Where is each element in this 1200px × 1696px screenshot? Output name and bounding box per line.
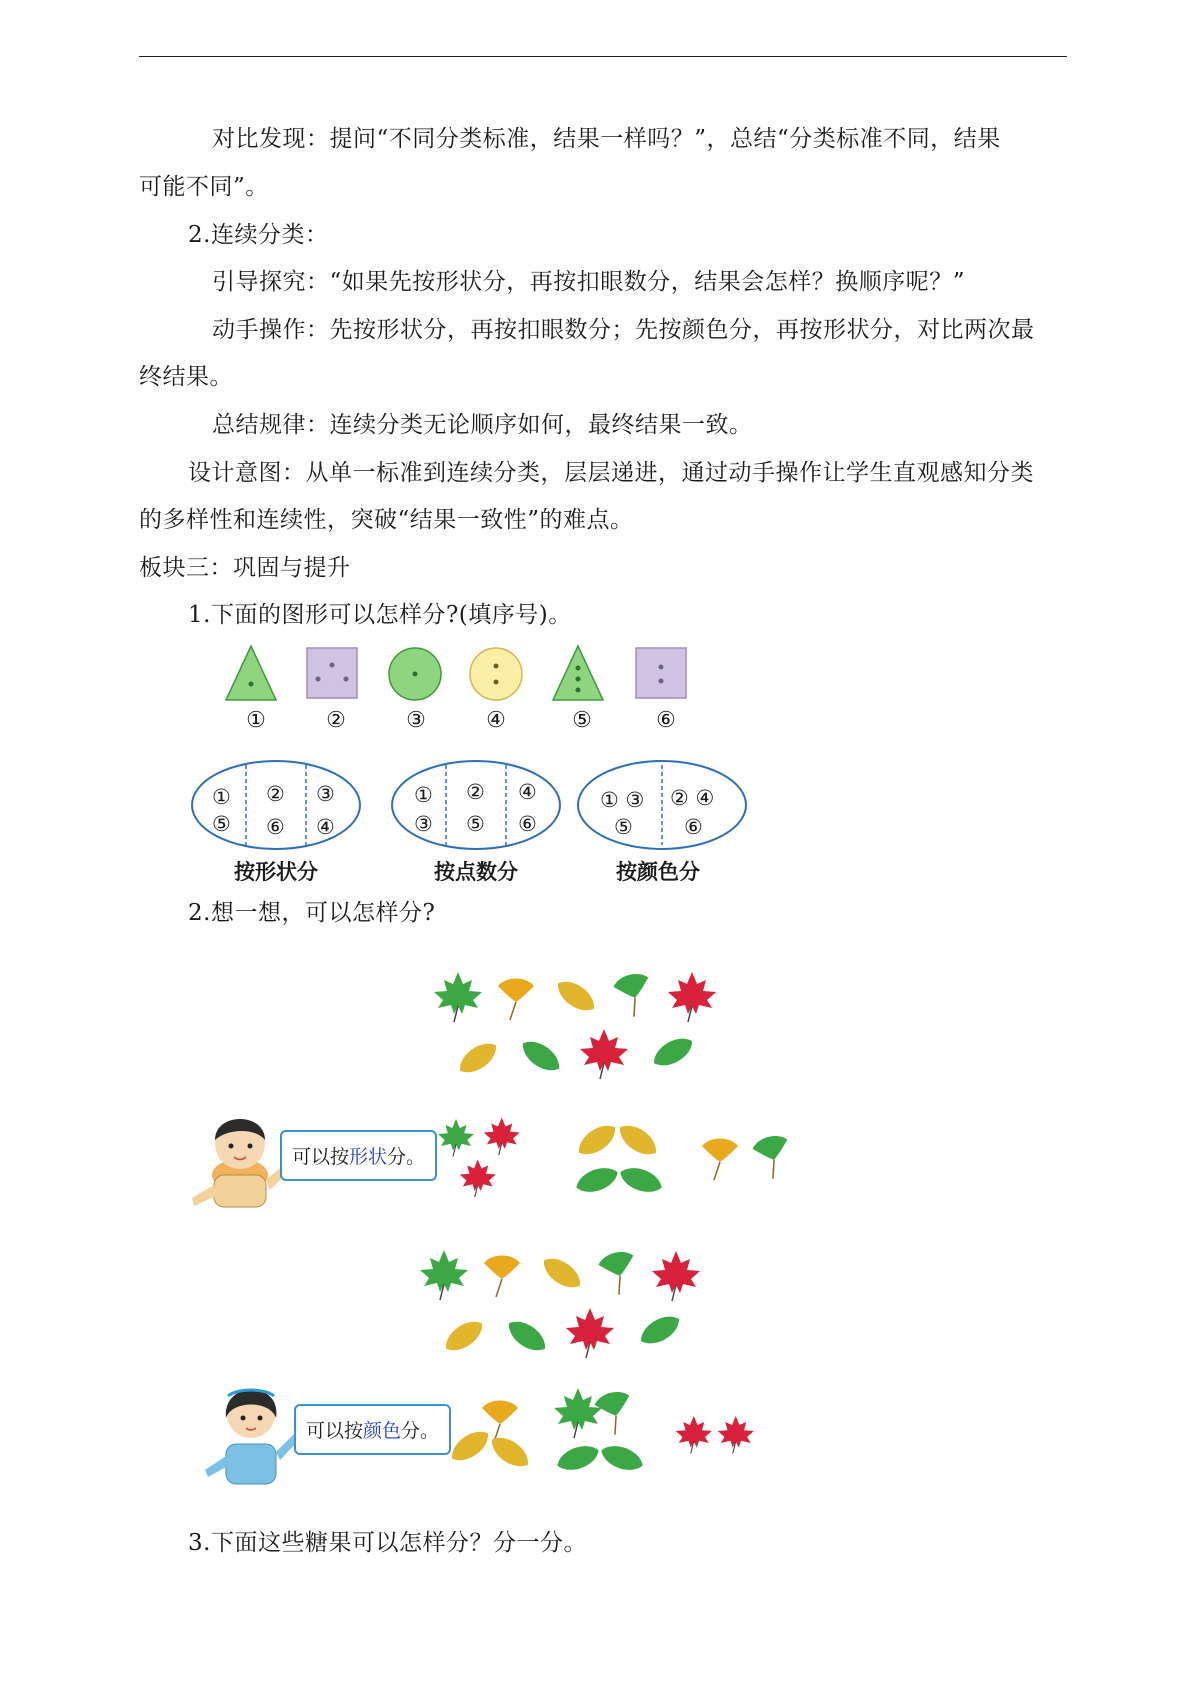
question-2: 2.想一想，可以怎样分? xyxy=(188,900,436,926)
para-hands-on-2: 终结果。 xyxy=(139,364,233,390)
group-color-label: 按颜色分 xyxy=(616,860,700,884)
bubble-text-post: 分。 xyxy=(401,1420,440,1442)
boy-speech-bubble xyxy=(280,1130,437,1181)
group-shape-item: ① xyxy=(212,785,231,809)
girl-avatar xyxy=(205,1390,299,1485)
para-summary: 总结规律：连续分类无论顺序如何，最终结果一致。 xyxy=(212,412,753,438)
group-dots-item: ④ xyxy=(518,780,537,804)
section-title: 板块三：巩固与提升 xyxy=(139,555,351,581)
group-shape-item: ③ xyxy=(316,782,335,806)
shape-label-4: ④ xyxy=(486,708,506,733)
bubble-text-pre: 可以按 xyxy=(292,1146,350,1168)
bubble-text-pre: 可以按 xyxy=(306,1420,364,1442)
group-shape-item: ② xyxy=(266,782,285,806)
shape-label-1: ① xyxy=(246,708,266,733)
group-color-item: ① ③ xyxy=(600,788,645,812)
girl-speech-bubble xyxy=(294,1404,451,1455)
para-design-2: 的多样性和连续性，突破“结果一致性”的难点。 xyxy=(139,507,634,533)
group-dots-item: ① xyxy=(414,783,433,807)
group-dots-item: ⑤ xyxy=(466,812,485,836)
group-dots-label: 按点数分 xyxy=(434,860,518,884)
leaf-set-by-color xyxy=(446,1388,754,1475)
group-shape-label: 按形状分 xyxy=(234,860,318,884)
group-dots-item: ② xyxy=(466,780,485,804)
question-1: 1.下面的图形可以怎样分?(填序号)。 xyxy=(188,602,572,628)
boy-avatar xyxy=(192,1119,290,1207)
shape-label-6: ⑥ xyxy=(656,708,676,733)
question-3: 3.下面这些糖果可以怎样分？分一分。 xyxy=(188,1530,587,1556)
para-hands-on-1: 动手操作：先按形状分，再按扣眼数分；先按颜色分，再按形状分，对比两次最 xyxy=(212,317,1035,343)
para-design-1: 设计意图：从单一标准到连续分类，层层递进，通过动手操作让学生直观感知分类 xyxy=(188,460,1034,486)
shape-label-5: ⑤ xyxy=(572,708,592,733)
bubble-highlight-shape: 形状 xyxy=(349,1146,388,1168)
shape-label-2: ② xyxy=(326,708,346,733)
para-guide: 引导探究：“如果先按形状分，再按扣眼数分，结果会怎样？换顺序呢？” xyxy=(212,269,966,295)
para-compare-2: 可能不同”。 xyxy=(139,174,269,200)
group-color-item: ⑤ xyxy=(614,815,633,839)
bubble-highlight-color: 颜色 xyxy=(363,1420,402,1442)
para-continuous: 2.连续分类： xyxy=(188,222,329,248)
group-shape-item: ⑥ xyxy=(266,815,285,839)
shape-label-3: ③ xyxy=(406,708,426,733)
group-dots-item: ③ xyxy=(414,812,433,836)
group-dots-item: ⑥ xyxy=(518,812,537,836)
bubble-text-post: 分。 xyxy=(387,1146,426,1168)
para-compare-1: 对比发现：提问“不同分类标准，结果一样吗？”，总结“分类标准不同，结果 xyxy=(212,126,1001,152)
leaf-set-mixed-2 xyxy=(420,1248,700,1358)
leaf-set-mixed-1 xyxy=(434,970,716,1079)
group-shape-item: ④ xyxy=(316,815,335,839)
leaf-set-by-shape xyxy=(438,1118,796,1198)
group-color-item: ⑥ xyxy=(684,815,703,839)
group-color-item: ② ④ xyxy=(670,786,715,810)
group-shape-item: ⑤ xyxy=(212,812,231,836)
